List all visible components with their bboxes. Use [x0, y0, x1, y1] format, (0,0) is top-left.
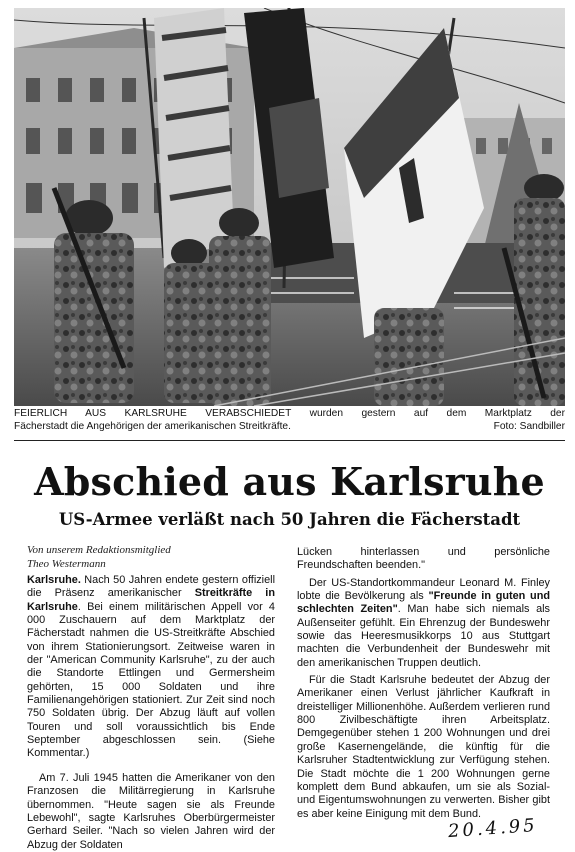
press-photo: [14, 8, 565, 406]
article-column-1-lower: [27, 772, 275, 852]
article-paragraph-3: Lücken hinterlassen und persönliche Freundschaften beenden.": [297, 546, 550, 572]
photo-credit: Foto: Sandbiller: [493, 420, 565, 432]
p1-text-a: Nach 50 Jahren endete gestern offiziell die Präsenz amerikanischer: [27, 574, 275, 600]
caption-text: Fächerstadt die Angehörigen der amerikanischen Streitkräfte.: [14, 420, 291, 432]
photo-scene: [14, 8, 565, 406]
caption-line-2: [14, 421, 565, 434]
caption-line-1: [14, 408, 565, 421]
article-paragraph-2: Am 7. Juli 1945 hatten die Amerikaner von den Franzosen die Militärregierung in Karlsruhe übernommen. "Heute sagen sie als Freunde Lebewohl", sagte Karlsruhes Oberbürgermeister Gerhard Seiler. "Nach so vielen Jahren wird der Abzug der Soldaten: [27, 772, 275, 851]
handwritten-date: 20.4.95: [447, 814, 539, 843]
article-paragraph-4: [297, 577, 550, 670]
article-paragraph-5: Für die Stadt Karlsruhe bedeutet der Abzug der Amerikaner einen Verlust jährlicher Kaufkraft in dreistelliger Millionenhöhe. Außerdem verlieren rund 800 Zivilbeschäftigte ihren Arbeitsplatz. Demgegenüber stehen 1 200 Wohnungen und drei große Kasernengelände, die künftig für die Karlsruher Stadtentwicklung zur Verfügung stehen. Die Stadt möchte die 1 200 Wohnungen gerne komplett dem Bund abkaufen, um sie als Sozial- und Eigentumswohnungen zu verwerten. Bisher gibt es aber keine Einigung mit dem Bund.: [297, 674, 550, 820]
p1-text-bold: Streitkräfte in Karlsruhe: [27, 587, 275, 613]
photo-caption: [14, 408, 565, 433]
p1-text-c: . Bei einem militärischen Appell vor 4 000 Zuschauern auf dem Marktplatz der Fächerstadt nahmen die US-Streitkräfte Abschied von ihrem Stationierungsort. Zeitweise waren in der "American Community Karlsruhe", zu der auch die Standorte Ettlingen und Germersheim gehörten, 15 000 Soldaten und ihre Familienangehörigen stationiert. Zur Zeit sind noch 750 Soldaten übrig. Der Abzug läuft auf vollen Touren und soll voraussichtlich bis Ende September abgeschlossen sein. (Siehe Kommentar.): [27, 600, 275, 760]
p4-quote: "Freunde in guten und schlechten Zeiten": [297, 590, 551, 616]
headline: Abschied aus Karlsruhe: [34, 459, 545, 504]
caption-line-1-rest: wurden gestern auf dem Marktplatz der: [291, 408, 565, 419]
article-paragraph-1: [27, 574, 275, 761]
article-column-2: [297, 546, 550, 821]
p4-text-a: Der US-Standortkommandeur Leonard M. Finley lobte die Bevölkerung als: [297, 576, 550, 603]
p4-text-c: . Man habe sich niemals als Außenseiter gefühlt. Ein Ehrenzug der Bundeswehr sowie das Heeresmusikkorps 10 aus Stuttgart machten die Verbundenheit der Bundeswehr mit den amerikanischen Truppen deutlich.: [297, 603, 550, 669]
dateline: Karlsruhe.: [27, 574, 81, 586]
byline-author: Theo Westermann: [27, 557, 106, 570]
byline: [27, 544, 171, 571]
byline-line-1: Von unserem Redaktionsmitglied: [27, 544, 171, 556]
divider-top: [14, 440, 565, 441]
caption-lead: FEIERLICH AUS KARLSRUHE VERABSCHIEDET: [14, 408, 292, 419]
article-column-1: [27, 574, 275, 761]
subheadline: US-Armee verläßt nach 50 Jahren die Fächerstadt: [58, 510, 521, 529]
